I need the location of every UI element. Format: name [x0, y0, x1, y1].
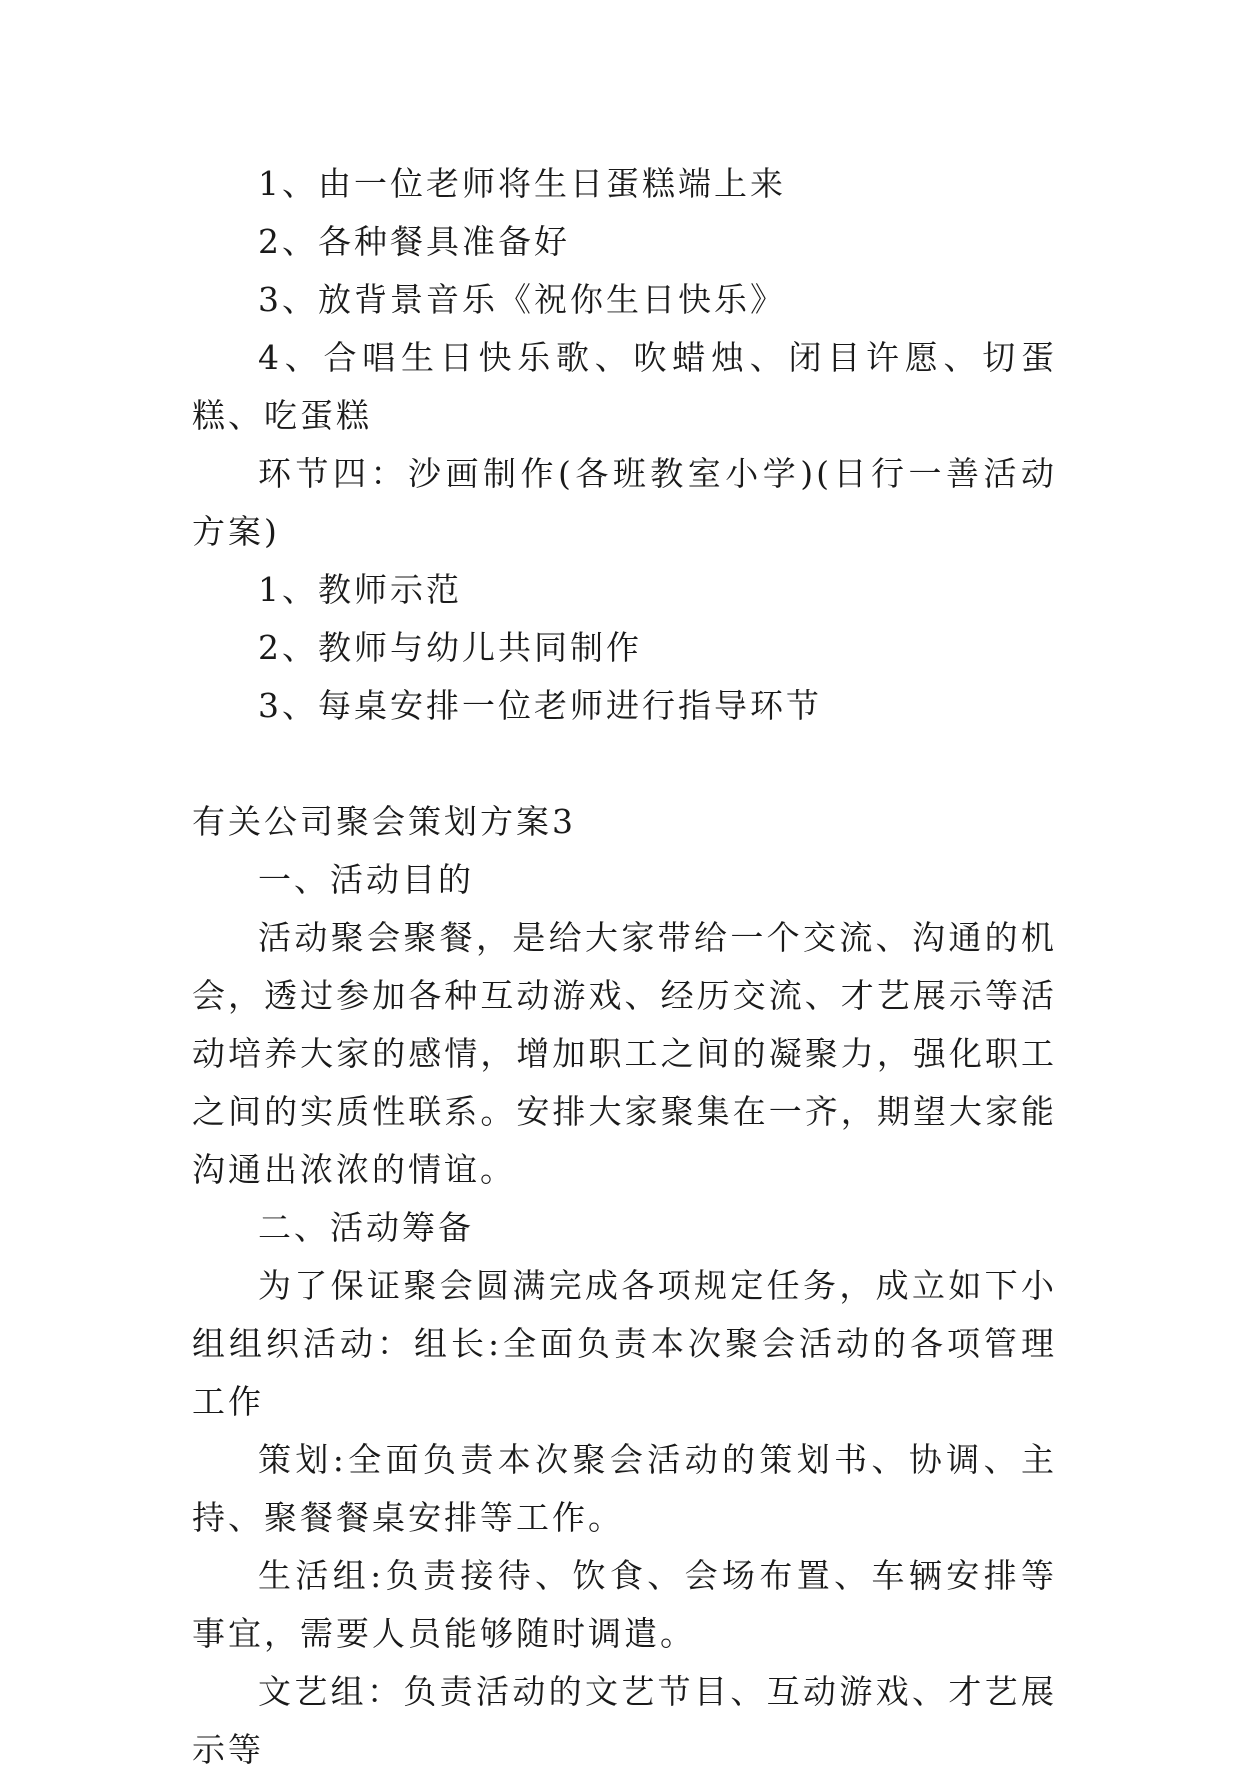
document-body: [192, 155, 1057, 1779]
list-item-cooperate: 2、教师与幼儿共同制作: [258, 628, 642, 667]
heading-activity-preparation: 二、活动筹备: [258, 1208, 474, 1247]
paragraph-logistics: 生活组:负责接待、饮食、会场布置、车辆安排等事宜，需要人员能够随时调遣。: [192, 1556, 1057, 1653]
paragraph-entertainment: 文艺组：负责活动的文艺节目、互动游戏、才艺展示等: [192, 1672, 1057, 1769]
list-item-sing: 4、合唱生日快乐歌、吹蜡烛、闭目许愿、切蛋糕、吃蛋糕: [192, 338, 1057, 435]
section-title: 有关公司聚会策划方案3: [192, 802, 576, 841]
list-item-demo: 1、教师示范: [258, 570, 462, 609]
paragraph-planning: 策划:全面负责本次聚会活动的策划书、协调、主持、聚餐餐桌安排等工作。: [192, 1440, 1057, 1537]
paragraph-team-setup: 为了保证聚会圆满完成各项规定任务，成立如下小组组织活动：组长:全面负责本次聚会活动的各项管理工作: [192, 1266, 1057, 1421]
section-heading-step-four: 环节四：沙画制作(各班教室小学)(日行一善活动方案): [192, 454, 1057, 551]
list-item-guidance: 3、每桌安排一位老师进行指导环节: [258, 686, 822, 725]
list-item-music: 3、放背景音乐《祝你生日快乐》: [258, 280, 786, 319]
list-item-cake: 1、由一位老师将生日蛋糕端上来: [258, 164, 786, 203]
list-item-tableware: 2、各种餐具准备好: [258, 222, 570, 261]
heading-activity-purpose: 一、活动目的: [258, 860, 474, 899]
paragraph-purpose: 活动聚会聚餐，是给大家带给一个交流、沟通的机会，透过参加各种互动游戏、经历交流、才艺展示等活动培养大家的感情，增加职工之间的凝聚力，强化职工之间的实质性联系。安排大家聚集在一齐，期望大家能沟通出浓浓的情谊。: [192, 918, 1057, 1189]
section-spacer: [192, 735, 1057, 793]
